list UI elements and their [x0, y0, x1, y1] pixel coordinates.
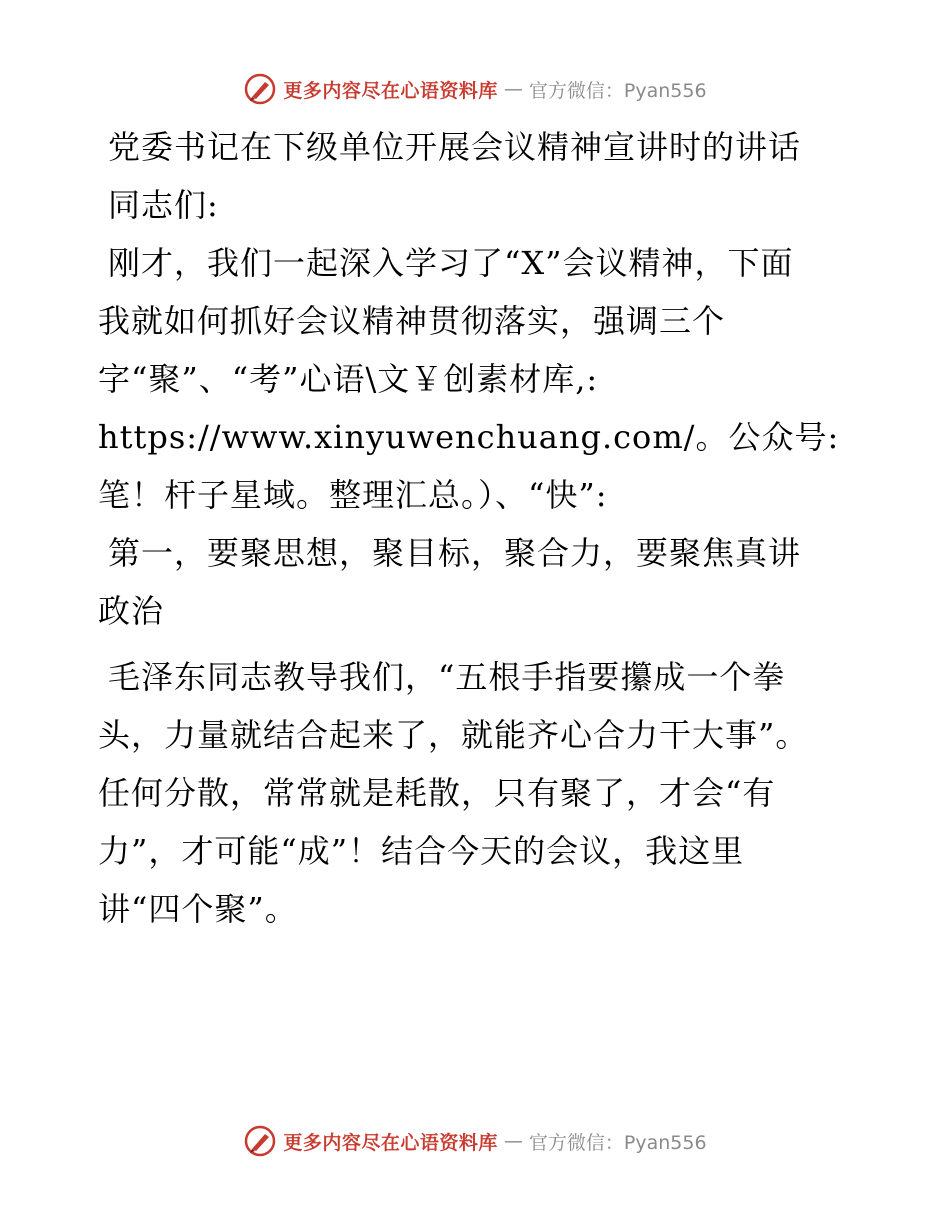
watermark-separator: — — [503, 78, 523, 100]
paragraph-line: 讲“四个聚”。 — [98, 890, 298, 928]
paragraph-line: 字“聚”、“考”心语\文￥创素材库,: — [98, 360, 599, 398]
paragraph-line: https://www.xinyuwenchuang.com/。公众号: — [98, 418, 840, 456]
paragraph-line: 笔！杆子星域。整理汇总。）、“快”: — [98, 476, 608, 514]
paragraph-line: 力”，才可能“成”！结合今天的会议，我这里 — [98, 832, 745, 870]
section-heading-1 — [98, 524, 858, 640]
heading-line: 政治 — [98, 592, 165, 630]
paragraph-line: 任何分散，常常就是耗散，只有聚了，才会“有 — [98, 774, 776, 812]
paragraph-line: 我就如何抓好会议精神贯彻落实，强调三个 — [98, 302, 726, 340]
pen-logo-icon — [243, 1124, 277, 1158]
heading-line: 第一，要聚思想，聚目标，聚合力，要聚焦真讲 — [108, 534, 802, 572]
watermark-wechat: 官方微信：Pyan556 — [528, 1131, 707, 1154]
document-title: 党委书记在下级单位开展会议精神宣讲时的讲话 — [108, 128, 802, 166]
watermark-footer — [0, 1124, 950, 1158]
paragraph-1 — [98, 234, 858, 524]
document-body — [98, 118, 858, 938]
watermark-wechat: 官方微信：Pyan556 — [528, 79, 707, 102]
pen-logo-icon — [243, 72, 277, 106]
paragraph-2 — [98, 648, 858, 938]
watermark-brand: 更多内容尽在心语资料库 — [283, 79, 498, 102]
watermark-separator: — — [503, 1130, 523, 1152]
paragraph-line: 毛泽东同志教导我们，“五根手指要攥成一个拳 — [108, 658, 786, 696]
watermark-header — [0, 72, 950, 106]
greeting: 同志们: — [108, 186, 219, 224]
paragraph-line: 刚才，我们一起深入学习了“X”会议精神，下面 — [108, 244, 794, 282]
watermark-brand: 更多内容尽在心语资料库 — [283, 1131, 498, 1154]
paragraph-line: 头，力量就结合起来了，就能齐心合力干大事”。 — [98, 716, 809, 754]
